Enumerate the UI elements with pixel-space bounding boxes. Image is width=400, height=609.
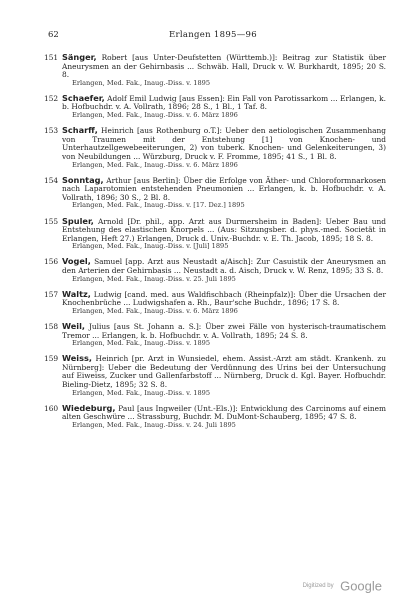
- entry-text: Julius [aus St. Johann a. S.]: Über zwei Fälle von hysterisch-traumatischem Tremor ... Erlangen, k. b. Hofbuchdr. v. A. Vollrath, 1895; 24 S. 8.: [62, 321, 386, 340]
- entry-number: 157: [44, 289, 59, 299]
- entry-note: Erlangen, Med. Fak., Inaug.-Diss. v. 1895: [72, 78, 211, 87]
- entry-author: Sänger,: [62, 52, 97, 62]
- entry-citation: [62, 94, 386, 112]
- entry-citation: [62, 322, 386, 340]
- bibliography-entries: [46, 53, 386, 436]
- bibliography-entry: [46, 257, 386, 283]
- entry-note: Erlangen, Med. Fak., Inaug.-Diss. v. 25. Juli 1895: [72, 274, 236, 283]
- google-logo: Google: [340, 578, 382, 594]
- entry-text: Arthur [aus Berlin]: Über die Erfolge von Äther- und Chloroformnarkosen nach Laparotomien entstehenden Pneumonien ... Erlangen, k. b. Hofbuchdr. v. A. Vollrath, 1896; 30 S., 2 Bl. 8.: [62, 175, 386, 202]
- page-number: 62: [48, 30, 59, 40]
- entry-text: Heinrich [aus Rothenburg o.T.]: Ueber den aetiologischen Zusammenhang von Traumen mit der Entstehung [1] von Knochen- und Unterhautzellgewebeeiterungen, 2) von tuberk. Knochen- und Gelenkeiterungen, 3) von Neubildungen ... Würzburg, Druck v. F. Fromme, 1895; 41 S., 1 Bl. 8.: [62, 126, 386, 161]
- entry-author: Sonntag,: [62, 174, 104, 185]
- bibliography-entry: [46, 322, 386, 348]
- entry-citation: [62, 404, 386, 422]
- bibliography-entry: [46, 354, 386, 397]
- entry-text: Heinrich [pr. Arzt in Wunsiedel, ehem. Assist.-Arzt am städt. Krankenh. zu Nürnberg]: Ueber die Bedeutung der Verdünnung des Urins bei der Untersuchung auf Eiweiss, Zucker und Gallenfarbstoff ... Nürnberg, Druck d. Kgl. Bayer. Hofbuchdr. Bieling-Dietz, 1895; 32 S. 8.: [62, 354, 386, 389]
- entry-note: Erlangen, Med. Fak., Inaug.-Diss. v. 1895: [72, 339, 211, 348]
- entry-note: Erlangen, Med. Fak., Inaug.-Diss. v. [Juli] 1895: [72, 242, 229, 251]
- bibliography-entry: [46, 126, 386, 169]
- entry-number: 160: [44, 403, 59, 413]
- entry-citation: [62, 354, 386, 389]
- entry-text: Samuel [app. Arzt aus Neustadt a/Aisch]: Zur Casuistik der Aneurysmen an den Arterien der Gehirnbasis ... Neustadt a. d. Aisch, Druck v. W. Renz, 1895; 33 S. 8.: [62, 257, 386, 275]
- entry-text: Ludwig [cand. med. aus Waldfischbach (Rheinpfalz)]: Über die Ursachen der Knochenbrüche ... Ludwigshafen a. Rh., Baur'sche Buchdr., 1896; 17 S. 8.: [62, 289, 386, 308]
- entry-author: Wiedeburg,: [62, 402, 116, 413]
- bibliography-entry: [46, 53, 386, 87]
- entry-citation: [62, 126, 386, 161]
- entry-number: 151: [44, 53, 59, 62]
- entry-text: Arnold [Dr. phil., app. Arzt aus Durmersheim in Baden]: Ueber Bau und Entstehung des elastischen Knorpels ... (Aus: Sitzungsber. d. phys.-med. Societät in Erlangen, Heft 27.) Erlangen, Druck d. Univ.-Buchdr. v. E. Th. Jacob, 1895; 18 S. 8.: [62, 216, 386, 243]
- bibliography-entry: [46, 176, 386, 210]
- entry-citation: [62, 53, 386, 80]
- entry-note: Erlangen, Med. Fak., Inaug.-Diss. v. [17. Dez.] 1895: [72, 201, 245, 210]
- entry-author: Scharff,: [62, 125, 98, 136]
- digitized-by-google-watermark: [303, 577, 382, 595]
- entry-number: 159: [44, 354, 59, 364]
- bibliography-entry: [46, 404, 386, 430]
- entry-author: Spuler,: [62, 215, 94, 226]
- entry-number: 155: [44, 216, 59, 226]
- page-header: [48, 30, 378, 42]
- entry-number: 152: [44, 93, 59, 103]
- entry-citation: [62, 257, 386, 275]
- entry-note: Erlangen, Med. Fak., Inaug.-Diss. v. 24. Juli 1895: [72, 420, 236, 429]
- entry-citation: [62, 217, 386, 244]
- bibliography-entry: [46, 290, 386, 316]
- entry-author: Waltz,: [62, 288, 91, 299]
- bibliography-entry: [46, 217, 386, 251]
- entry-author: Vogel,: [62, 256, 91, 267]
- entry-number: 156: [44, 257, 59, 267]
- entry-note: Erlangen, Med. Fak., Inaug.-Diss. v. 6. März 1896: [72, 111, 238, 120]
- entry-number: 153: [44, 126, 59, 136]
- entry-author: Weil,: [62, 320, 86, 331]
- bibliography-entry: [46, 94, 386, 120]
- entry-text: Robert [aus Unter-Deufstetten (Württemb.)]: Beitrag zur Statistik über Aneurysmen an der Gehirnbasis ... Schwäb. Hall, Druck v. W. Burkhardt, 1895; 20 S. 8.: [62, 53, 386, 80]
- running-title: Erlangen 1895—96: [169, 30, 257, 40]
- entry-note: Erlangen, Med. Fak., Inaug.-Diss. v. 1895: [72, 388, 211, 397]
- entry-citation: [62, 176, 386, 203]
- entry-author: Weiss,: [62, 353, 92, 364]
- digitized-by-label: Digitized by: [302, 582, 334, 589]
- entry-number: 154: [44, 175, 59, 185]
- entry-note: Erlangen, Med. Fak., Inaug.-Diss. v. 6. März 1896: [72, 306, 238, 315]
- entry-text: Adolf Emil Ludwig [aus Essen]: Ein Fall von Parotissarkom ... Erlangen, k. b. Hofbuchdr. v. A. Vollrath, 1896; 28 S., 1 Bl., 1 Taf. 8.: [62, 93, 386, 112]
- entry-text: Paul [aus Ingweiler (Unt.-Els.)]: Entwicklung des Carcinoms auf einem alten Geschwüre ... Strassburg, Buchdr. M. DuMont-Schauberg, 1895; 47 S. 8.: [62, 403, 386, 422]
- entry-citation: [62, 290, 386, 308]
- entry-author: Schaefer,: [62, 92, 105, 103]
- entry-number: 158: [44, 321, 59, 331]
- entry-note: Erlangen, Med. Fak., Inaug.-Diss. v. 6. März 1896: [72, 160, 238, 169]
